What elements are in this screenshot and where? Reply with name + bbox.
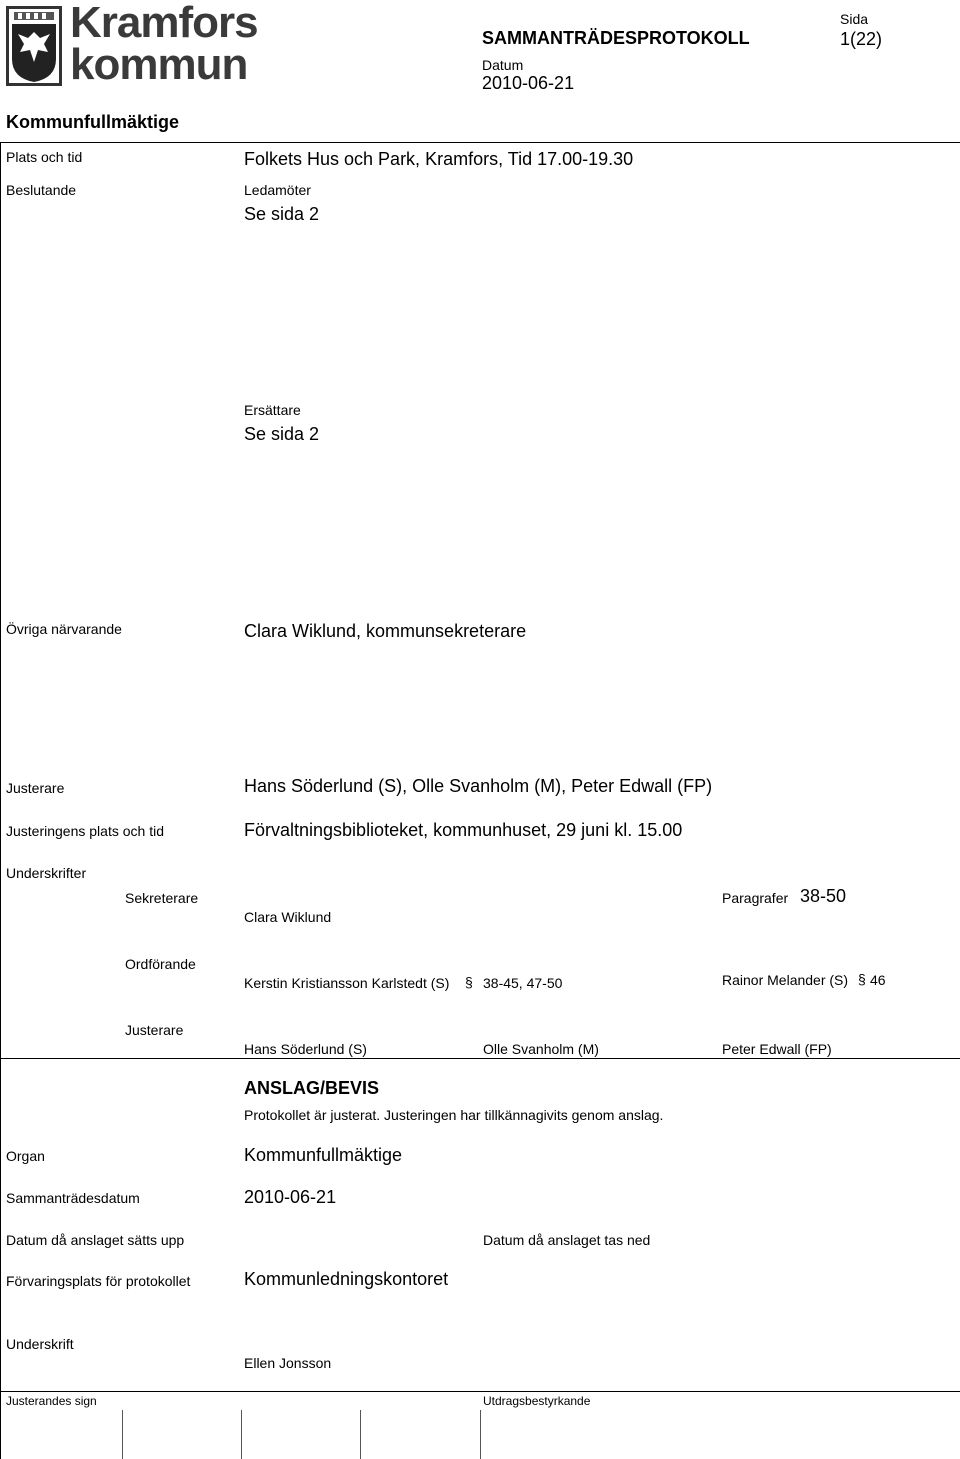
- plats-label: Plats och tid: [6, 149, 83, 165]
- justerare-value: Hans Söderlund (S), Olle Svanholm (M), Peter Edwall (FP): [244, 776, 713, 796]
- justerare-3-name: Peter Edwall (FP): [722, 1041, 832, 1057]
- sekreterare-name: Clara Wiklund: [244, 909, 332, 925]
- anslag-note: Protokollet är justerat. Justeringen har tillkännagivits genom anslag.: [244, 1107, 664, 1123]
- uppsatt-label: Datum då anslaget sätts upp: [6, 1232, 185, 1248]
- sammantradesdatum-label: Sammanträdesdatum: [6, 1190, 140, 1206]
- justerandes-sign-label: Justerandes sign: [6, 1394, 97, 1408]
- anslag-heading: ANSLAG/BEVIS: [244, 1078, 380, 1098]
- sign-box-divider: [241, 1410, 242, 1459]
- ovriga-label: Övriga närvarande: [6, 621, 122, 637]
- underskrift-name: Ellen Jonsson: [244, 1355, 332, 1371]
- top-rule: [0, 142, 960, 143]
- sekreterare-label: Sekreterare: [125, 890, 199, 906]
- datum-value: 2010-06-21: [482, 73, 575, 93]
- ordforande-1-name: Kerstin Kristiansson Karlstedt (S): [244, 975, 450, 991]
- underskrift-label: Underskrift: [6, 1336, 74, 1352]
- justerare-label: Justerare: [6, 780, 65, 796]
- section-sign-icon: §: [858, 971, 866, 987]
- nedtaget-label: Datum då anslaget tas ned: [483, 1232, 651, 1248]
- ledamoter-label: Ledamöter: [244, 182, 311, 198]
- footer-rule: [0, 1391, 960, 1392]
- sida-value: 1(22): [840, 29, 883, 49]
- body-name: Kommunfullmäktige: [6, 112, 180, 132]
- sida-label: Sida: [840, 11, 869, 27]
- forvaring-value: Kommunledningskontoret: [244, 1269, 449, 1289]
- ordforande-1-paragraphs: 38-45, 47-50: [483, 975, 563, 991]
- forvaring-label: Förvaringsplats för protokollet: [6, 1273, 191, 1289]
- justerare-sign-label: Justerare: [125, 1022, 184, 1038]
- kramfors-logo: [4, 2, 256, 90]
- section-sign-icon: §: [465, 974, 473, 990]
- logo-text-kramfors: Kramfors: [70, 0, 258, 47]
- justering-label: Justeringens plats och tid: [6, 823, 164, 839]
- document-type: SAMMANTRÄDESPROTOKOLL: [482, 28, 750, 48]
- sign-box-divider: [122, 1410, 123, 1459]
- coat-of-arms-icon: [4, 4, 64, 88]
- left-rule: [0, 142, 1, 1459]
- ersattare-value: Se sida 2: [244, 424, 320, 444]
- beslutande-label: Beslutande: [6, 182, 77, 198]
- sammantradesdatum-value: 2010-06-21: [244, 1187, 337, 1207]
- paragrafer-value: 38-50: [800, 886, 847, 906]
- sign-box-divider: [480, 1410, 481, 1459]
- organ-value: Kommunfullmäktige: [244, 1145, 403, 1165]
- datum-label: Datum: [482, 57, 524, 73]
- ordforande-2-name: Rainor Melander (S): [722, 972, 849, 988]
- justering-value: Förvaltningsbiblioteket, kommunhuset, 29 juni kl. 15.00: [244, 820, 683, 840]
- justerare-2-name: Olle Svanholm (M): [483, 1041, 599, 1057]
- paragrafer-label: Paragrafer: [722, 890, 789, 906]
- sign-box-divider: [360, 1410, 361, 1459]
- justerare-1-name: Hans Söderlund (S): [244, 1041, 367, 1057]
- signatures-rule: [0, 1058, 960, 1059]
- ordforande-2-paragraphs: 46: [870, 972, 886, 988]
- ordforande-label: Ordförande: [125, 956, 196, 972]
- organ-label: Organ: [6, 1148, 45, 1164]
- ersattare-label: Ersättare: [244, 402, 301, 418]
- underskrifter-label: Underskrifter: [6, 865, 87, 881]
- ledamoter-value: Se sida 2: [244, 204, 320, 224]
- logo-text-kommun: kommun: [70, 40, 248, 89]
- ovriga-value: Clara Wiklund, kommunsekreterare: [244, 621, 527, 641]
- plats-value: Folkets Hus och Park, Kramfors, Tid 17.00-19.30: [244, 149, 634, 169]
- utdragsbestyrkande-label: Utdragsbestyrkande: [483, 1394, 591, 1408]
